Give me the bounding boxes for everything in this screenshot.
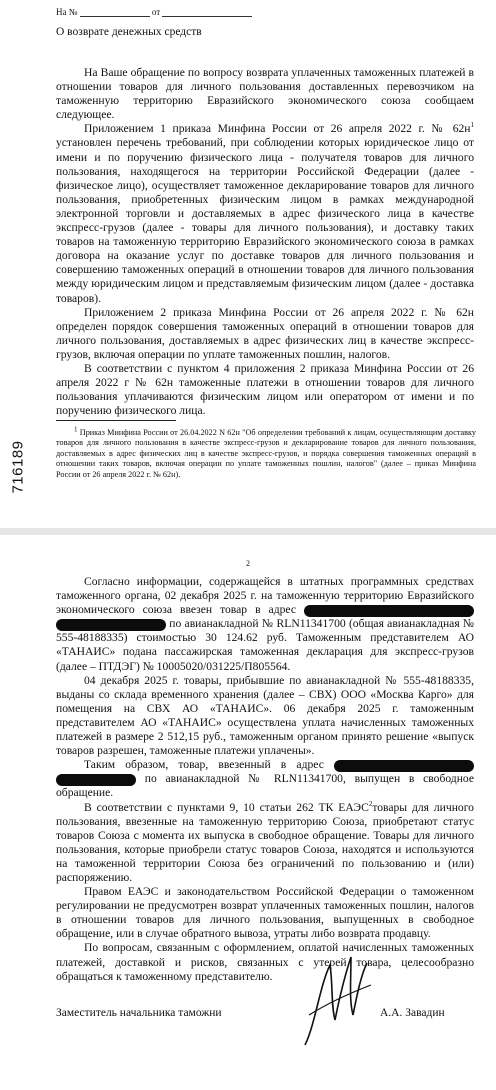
signer-name: А.А. Завадин	[380, 1007, 445, 1019]
signer-title: Заместитель начальника таможни	[56, 1007, 222, 1019]
paragraph-lead: Приложением 1 приказа Минфина России от 26 апреля 2022 г. № 62н	[84, 122, 471, 136]
letter-body-page1	[56, 66, 474, 418]
signature	[295, 945, 375, 1055]
footnote-number: 1	[74, 425, 78, 434]
document-page-2	[0, 535, 496, 1090]
paragraph	[56, 575, 474, 674]
paragraph-text: Согласно информации, содержащейся в штатных программных средствах таможенного органа, 02 декабря 2025 г. на таможенную территорию Евразийского экономического союза ввезен товар в адрес	[56, 575, 474, 617]
redacted-address	[334, 760, 474, 772]
letter-body-page2	[56, 575, 474, 984]
document-page-1	[0, 0, 496, 530]
paragraph: На Ваше обращение по вопросу возврата уплаченных таможенных платежей в отношении товаров для личного пользования доставленных перевозчиком на таможенную территорию Евразийского экономического союза сообщаем следующее.	[56, 66, 474, 122]
number-blank	[80, 8, 150, 17]
paragraph-text: В соответствии с пунктами 9, 10 статьи 262 ТК ЕАЭС	[84, 800, 369, 814]
page-number: 2	[246, 559, 250, 568]
paragraph: Приложением 2 приказа Минфина России от 26 апреля 2022 г. № 62н определен порядок совершения таможенных операций в отношении товаров для личного пользования, доставляемых в адрес физических лиц в качестве экспресс-грузов, включая операции по уплате таможенных пошлин, налогов.	[56, 305, 474, 361]
paragraph	[56, 801, 474, 886]
footnote	[56, 425, 476, 480]
paragraph: 04 декабря 2025 г. товары, прибывшие по авианакладной № 555-48188335, выданы со склада временного хранения (далее – СВХ) ООО «Москва Карго» для помещения на СВХ АО «ТАНАИС». 06 декабря 2025 г. таможенным представителем АО «ТАНАИС» осуществлена уплата начисленных таможенных платежей в размере 2 512,15 руб., таможенным органом принято решение «выпуск товаров разрешен, таможенные платежи уплачены».	[56, 673, 474, 758]
footnote-mark: 1	[470, 121, 474, 130]
date-blank	[162, 8, 252, 17]
number-label: На №	[56, 7, 78, 17]
paragraph: По вопросам, связанным с оформлением, оплатой начисленных таможенных платежей, доставкой и рисков, связанных с утерей товара, целесообразно обращаться к таможенному представителю.	[56, 941, 474, 983]
paragraph: Правом ЕАЭС и законодательством Российской Федерации о таможенном регулировании не предусмотрен возврат уплаченных таможенных пошлин, налогов в отношении товаров для личного пользования, выпущенных в свободное обращение, или в случае обратного вывоза, утраты либо возврата продавцу.	[56, 885, 474, 941]
paragraph	[56, 122, 474, 305]
from-label: от	[151, 7, 161, 17]
letter-subject: О возврате денежных средств	[56, 26, 202, 38]
paragraph	[56, 758, 474, 800]
paragraph-text: Таким образом, товар, ввезенный в адрес	[84, 758, 324, 772]
registration-stamp	[4, 432, 32, 502]
paragraph-text: установлен перечень требований, при соблюдении которых юридическое лицо от имени и по поручению физического лица - получателя товаров для личного пользования, находящегося на территории Российской Федерации (далее - физическое лицо), осуществляет таможенное декларирование товаров для личного пользования, приобретенных физическим лицом в рамках международной электронной торговли и доставляемых в адрес физического лица в качестве экспресс-грузов (далее - товары для личного пользования), и доставку таких товаров на таможенную территорию Евразийского экономического союза в рамках договора на оказание услуг по доставке товаров для личного пользования и совершению таможенных операций в отношении товаров для личного пользования между юридическим лицом и представляемым физическим лицом (далее - доставка товаров).	[56, 136, 474, 305]
footnote-mark: 2	[368, 799, 373, 808]
paragraph-text: по авианакладной № RLN11341700, выпущен в свободное обращение.	[56, 772, 474, 800]
redacted-address-cont	[56, 619, 166, 631]
redacted-address	[304, 605, 474, 617]
footnote-rule	[56, 420, 176, 421]
footnote-text: Приказ Минфина России от 26.04.2022 N 62н "Об определении требований к лицам, осуществляющим доставку товаров для личного пользования в качестве экспресс-грузов и декларирование товаров для личного пользования, доставляемых в адрес физических лиц в качестве экспресс-грузов, и порядка совершения таможенных операций в отношении таких товаров, включая операции по уплате таможенных пошлин, налогов" (далее – приказ Минфина России от 26 апреля 2022 г. № 62н).	[56, 428, 476, 479]
reference-line	[56, 7, 252, 17]
redacted-address-cont	[56, 774, 136, 786]
paragraph-text: по авианакладной № RLN11341700 (общая авианакладная № 555-48188335) стоимостью 30 124.62 руб. Таможенным представителем АО «ТАНАИС» подана пассажирская таможенная декларация для экспресс-грузов (далее – ПТДЭГ) № 10005020/031225/П805564.	[56, 617, 474, 673]
paragraph: В соответствии с пунктом 4 приложения 2 приказа Минфина России от 26 апреля 2022 г № 62н таможенные платежи в отношении товаров для личного пользования уплачиваются физическим лицом или оператором от имени и по поручению физического лица.	[56, 361, 474, 418]
paragraph-text: товары для личного пользования, ввезенные на таможенную территорию Союза, приобретают статус товаров Союза с момента их выпуска в свободное обращение. Товары для личного пользования, которые приобрели статус товаров Союза, находятся и используются на таможенной территории Союза без ограничений по пользованию и (или) распоряжению.	[56, 800, 474, 884]
stamp-number: 716189	[9, 440, 27, 494]
